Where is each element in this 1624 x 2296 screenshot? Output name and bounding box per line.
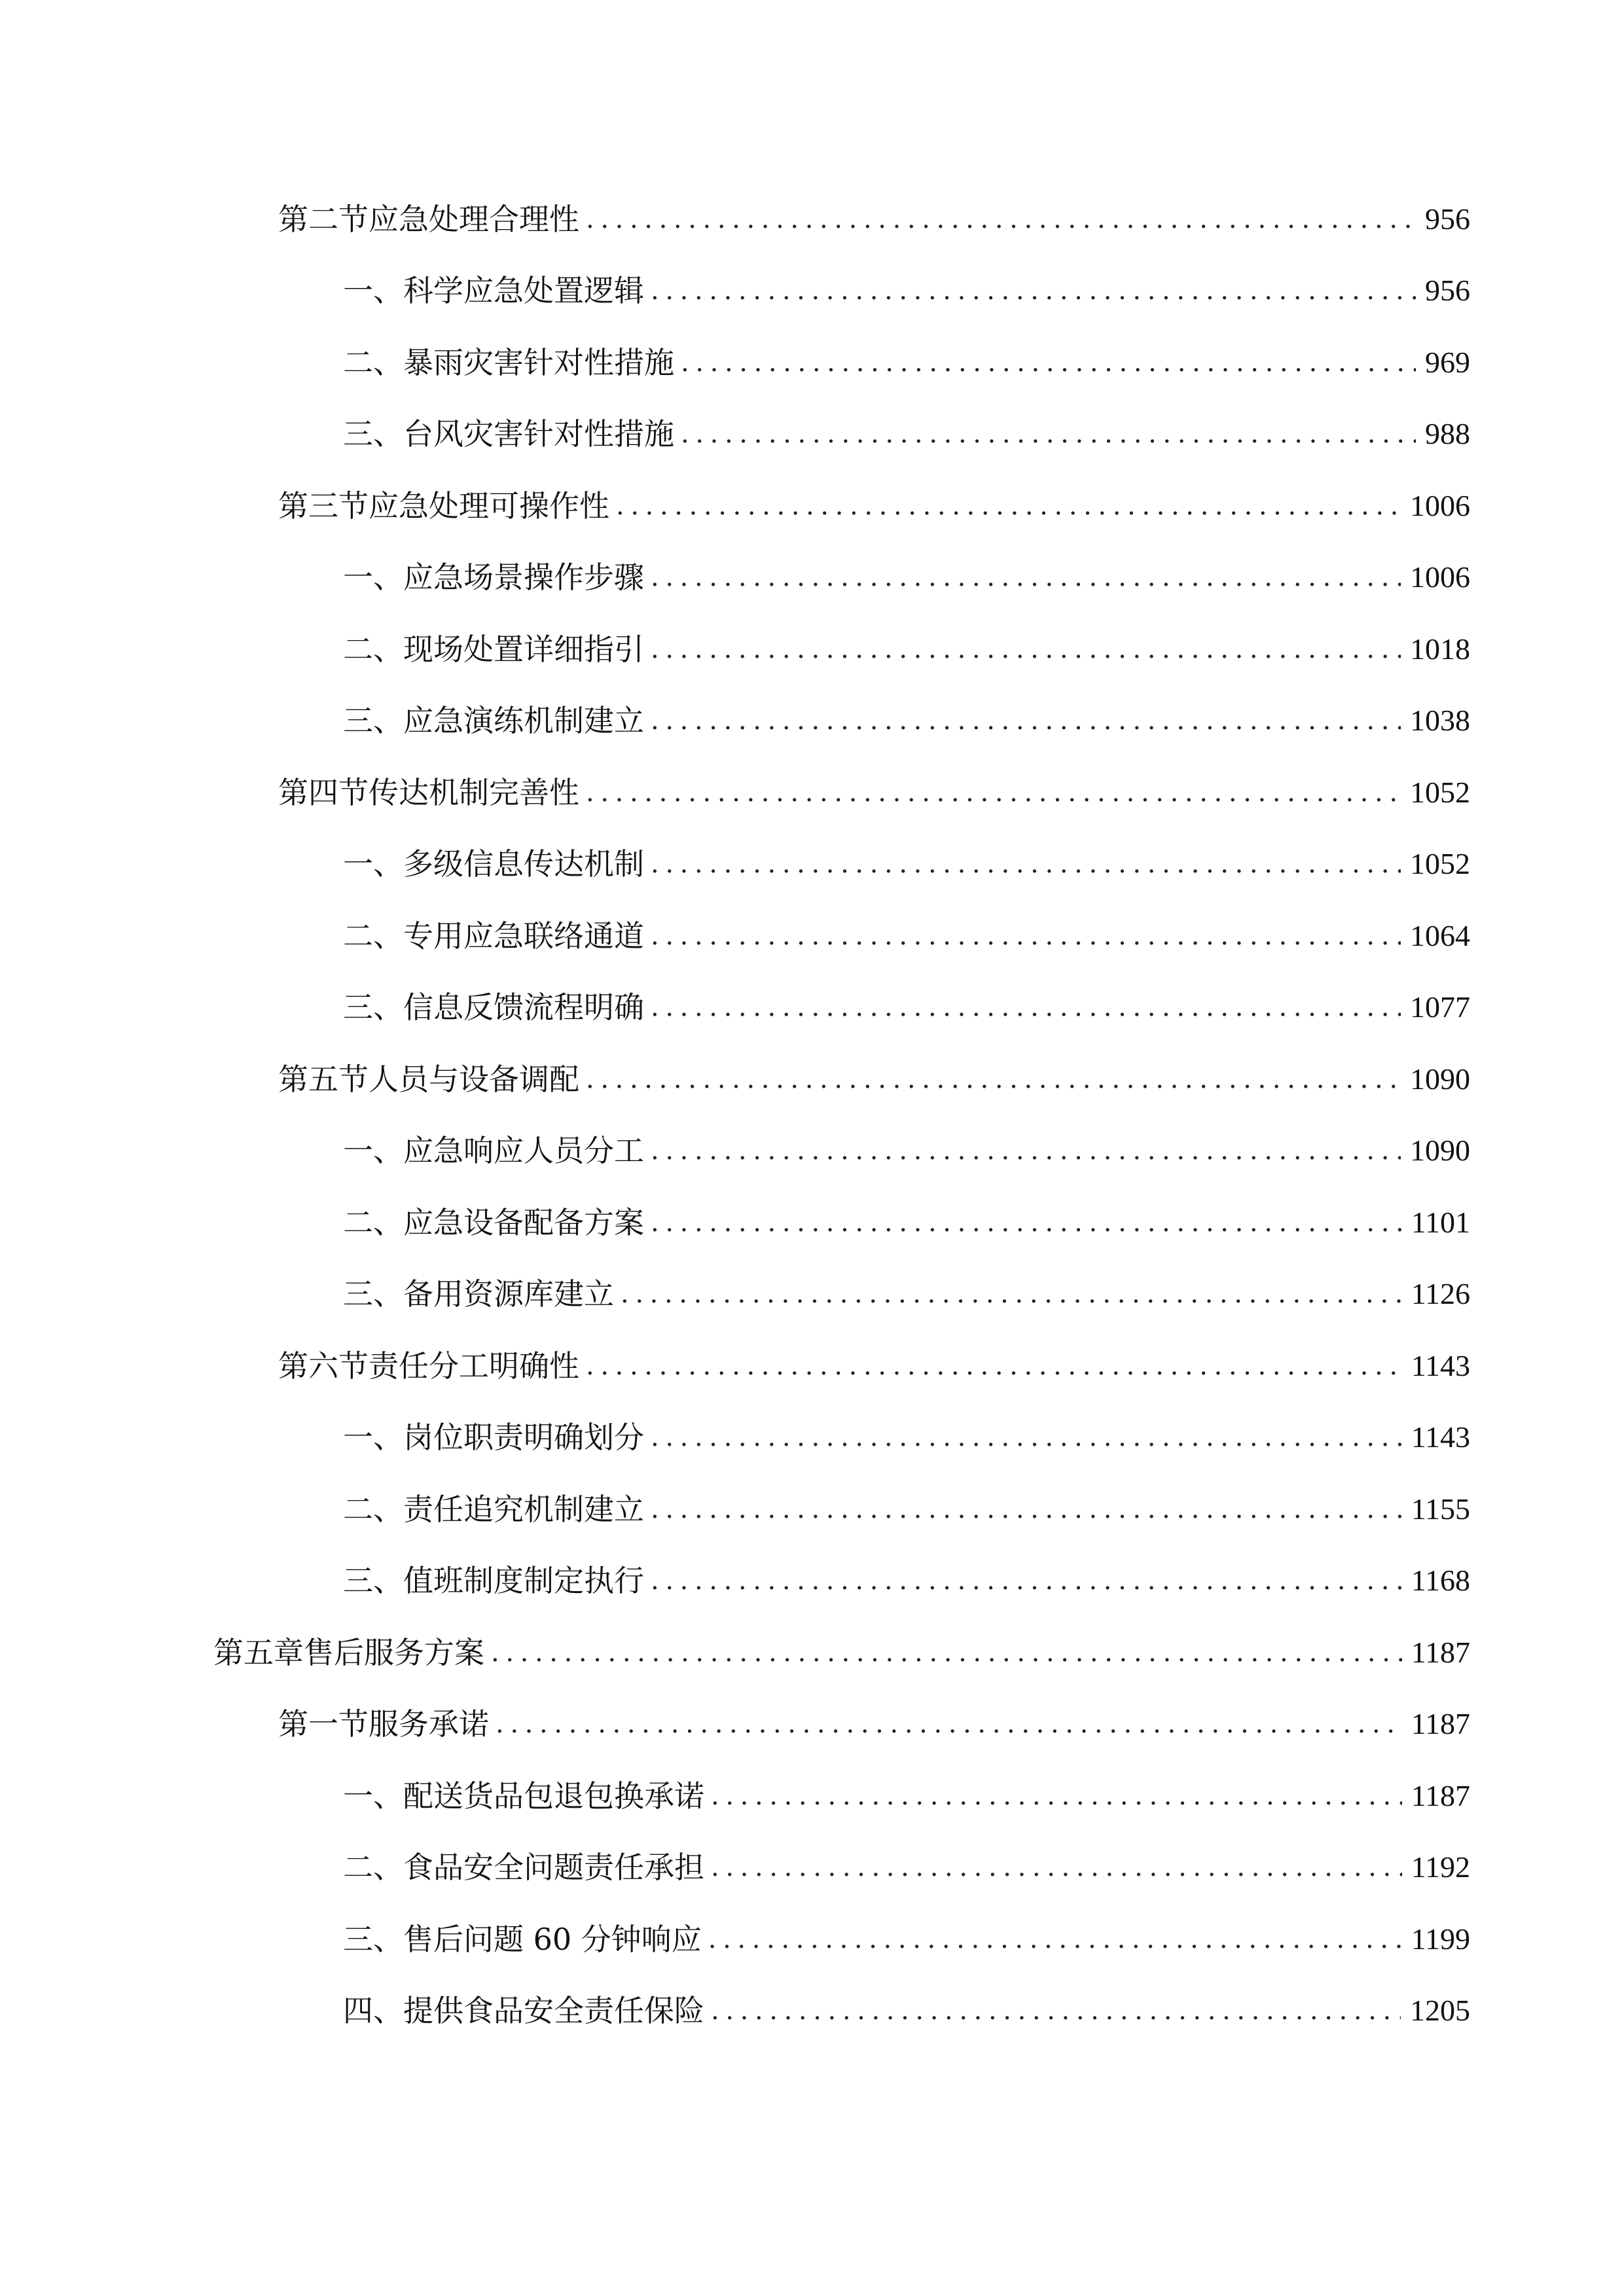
toc-entry-item[interactable]: [0, 1760, 1624, 1832]
toc-entry-item[interactable]: [0, 1903, 1624, 1975]
toc-dot-leader: [651, 916, 1401, 956]
toc-number: 二、: [343, 344, 403, 380]
toc-entry-section[interactable]: [0, 757, 1624, 829]
toc-title: 台风灾害针对性措施: [403, 416, 674, 452]
toc-dot-leader: [586, 1346, 1402, 1386]
toc-title: 售后服务方案: [304, 1634, 484, 1670]
toc-page-number: 1064: [1410, 918, 1470, 952]
toc-page-number: 1143: [1411, 1420, 1470, 1454]
toc-page-number: 988: [1425, 417, 1470, 451]
toc-page-number: 1018: [1410, 632, 1470, 666]
toc-dot-leader: [651, 844, 1401, 884]
toc-page-number: 1199: [1411, 1922, 1470, 1956]
toc-page-number: 1187: [1411, 1707, 1470, 1741]
toc-entry-item[interactable]: [0, 1975, 1624, 2047]
toc-page-number: 1192: [1411, 1850, 1470, 1884]
toc-dot-leader: [651, 1418, 1402, 1457]
toc-title: 售后问题 60 分钟响应: [403, 1921, 702, 1957]
toc-entry-item[interactable]: [0, 613, 1624, 685]
toc-entry-item[interactable]: [0, 255, 1624, 327]
toc-entry-item[interactable]: [0, 1115, 1624, 1187]
toc-page-number: 1090: [1410, 1062, 1470, 1096]
toc-number: 三、: [343, 1563, 403, 1599]
toc-title: 暴雨灾害针对性措施: [403, 344, 674, 380]
toc-entry-item[interactable]: [0, 542, 1624, 614]
toc-page-number: 956: [1425, 202, 1470, 236]
toc-title: 科学应急处置逻辑: [403, 273, 644, 309]
toc-number: 二、: [343, 918, 403, 954]
toc-number: 第四节: [278, 774, 369, 810]
toc-entry-item[interactable]: [0, 1473, 1624, 1545]
toc-entry-section[interactable]: [0, 1689, 1624, 1761]
toc-dot-leader: [586, 773, 1401, 812]
toc-title: 配送货品包退包换承诺: [403, 1778, 704, 1814]
toc-entry-item[interactable]: [0, 900, 1624, 972]
toc-dot-leader: [491, 1633, 1402, 1672]
toc-number: 一、: [343, 560, 403, 596]
toc-title: 现场处置详细指引: [403, 631, 644, 667]
toc-entry-item[interactable]: [0, 399, 1624, 471]
toc-number: 一、: [343, 1778, 403, 1814]
toc-entry-section[interactable]: [0, 1330, 1624, 1402]
toc-dot-leader: [651, 1203, 1402, 1242]
toc-page-number: 1187: [1411, 1635, 1470, 1669]
toc-number: 二、: [343, 1204, 403, 1240]
toc-entry-item[interactable]: [0, 1832, 1624, 1904]
toc-dot-leader: [651, 1561, 1402, 1600]
toc-page-number: 1006: [1410, 488, 1470, 522]
toc-page-number: 1052: [1410, 775, 1470, 809]
toc-dot-leader: [586, 200, 1416, 239]
toc-number: 三、: [343, 703, 403, 739]
toc-page-number: 1205: [1410, 1994, 1470, 2028]
toc-dot-leader: [681, 414, 1416, 454]
toc-title: 岗位职责明确划分: [403, 1420, 644, 1456]
toc-entry-item[interactable]: [0, 1259, 1624, 1331]
toc-page-number: 956: [1425, 274, 1470, 308]
toc-dot-leader: [616, 486, 1401, 526]
toc-number: 一、: [343, 1133, 403, 1169]
toc-entry-item[interactable]: [0, 327, 1624, 399]
toc-entry-section[interactable]: [0, 183, 1624, 255]
toc-title: 服务承诺: [369, 1706, 489, 1742]
toc-title: 信息反馈流程明确: [403, 990, 644, 1026]
toc-dot-leader: [651, 271, 1416, 310]
toc-page-number: 1155: [1411, 1492, 1470, 1526]
toc-number: 第二节: [278, 201, 369, 237]
toc-dot-leader: [621, 1274, 1402, 1314]
toc-number: 第五节: [278, 1061, 369, 1097]
table-of-contents: [0, 183, 1624, 2047]
toc-entry-section[interactable]: [0, 470, 1624, 542]
toc-entry-item[interactable]: [0, 972, 1624, 1044]
toc-number: 第一节: [278, 1706, 369, 1742]
toc-entry-item[interactable]: [0, 1402, 1624, 1474]
toc-dot-leader: [651, 988, 1401, 1027]
toc-number: 三、: [343, 1276, 403, 1312]
toc-dot-leader: [651, 1131, 1401, 1170]
toc-page-number: 1077: [1410, 990, 1470, 1024]
toc-number: 第五章: [213, 1634, 304, 1670]
toc-number: 一、: [343, 1420, 403, 1456]
toc-page-number: 1101: [1411, 1205, 1470, 1239]
toc-entry-item[interactable]: [0, 1545, 1624, 1617]
toc-title: 应急演练机制建立: [403, 703, 644, 739]
toc-title: 应急处理合理性: [369, 201, 579, 237]
toc-number: 三、: [343, 416, 403, 452]
toc-page-number: 1090: [1410, 1134, 1470, 1168]
toc-page-number: 1187: [1411, 1778, 1470, 1812]
toc-number: 四、: [343, 1993, 403, 2029]
toc-title: 应急响应人员分工: [403, 1133, 644, 1169]
toc-title: 应急处理可操作性: [369, 488, 609, 524]
toc-number: 一、: [343, 273, 403, 309]
toc-number: 三、: [343, 990, 403, 1026]
toc-dot-leader: [708, 1920, 1402, 1959]
toc-page-number: 1143: [1411, 1348, 1470, 1382]
toc-title: 提供食品安全责任保险: [403, 1993, 704, 2029]
toc-dot-leader: [586, 1060, 1401, 1099]
toc-title: 人员与设备调配: [369, 1061, 579, 1097]
toc-dot-leader: [651, 701, 1401, 740]
toc-dot-leader: [711, 1848, 1402, 1887]
toc-page-number: 1126: [1411, 1277, 1470, 1311]
toc-number: 三、: [343, 1921, 403, 1957]
toc-title: 值班制度制定执行: [403, 1563, 644, 1599]
toc-dot-leader: [681, 343, 1416, 382]
toc-number: 二、: [343, 1491, 403, 1527]
toc-page-number: 1052: [1410, 847, 1470, 881]
toc-entry-item[interactable]: [0, 685, 1624, 757]
toc-title: 传达机制完善性: [369, 774, 579, 810]
toc-number: 二、: [343, 1850, 403, 1886]
toc-entry-section[interactable]: [0, 1043, 1624, 1115]
toc-title: 应急设备配备方案: [403, 1204, 644, 1240]
toc-entry-item[interactable]: [0, 1187, 1624, 1259]
toc-page-number: 1038: [1410, 704, 1470, 738]
toc-dot-leader: [711, 1991, 1401, 2030]
toc-entry-item[interactable]: [0, 829, 1624, 901]
toc-number: 一、: [343, 846, 403, 882]
toc-entry-chapter[interactable]: [0, 1617, 1624, 1689]
toc-title: 责任分工明确性: [369, 1348, 579, 1384]
toc-title: 多级信息传达机制: [403, 846, 644, 882]
toc-title: 应急场景操作步骤: [403, 560, 644, 596]
toc-dot-leader: [651, 1490, 1402, 1529]
toc-dot-leader: [651, 630, 1401, 669]
toc-dot-leader: [496, 1704, 1402, 1744]
toc-number: 第三节: [278, 488, 369, 524]
toc-page-number: 1006: [1410, 560, 1470, 594]
toc-page-number: 1168: [1411, 1564, 1470, 1598]
toc-number: 二、: [343, 631, 403, 667]
toc-title: 责任追究机制建立: [403, 1491, 644, 1527]
toc-title: 食品安全问题责任承担: [403, 1850, 704, 1886]
toc-dot-leader: [711, 1776, 1402, 1816]
toc-title: 备用资源库建立: [403, 1276, 614, 1312]
toc-title: 专用应急联络通道: [403, 918, 644, 954]
toc-number: 第六节: [278, 1348, 369, 1384]
toc-page-number: 969: [1425, 345, 1470, 379]
toc-dot-leader: [651, 558, 1401, 597]
